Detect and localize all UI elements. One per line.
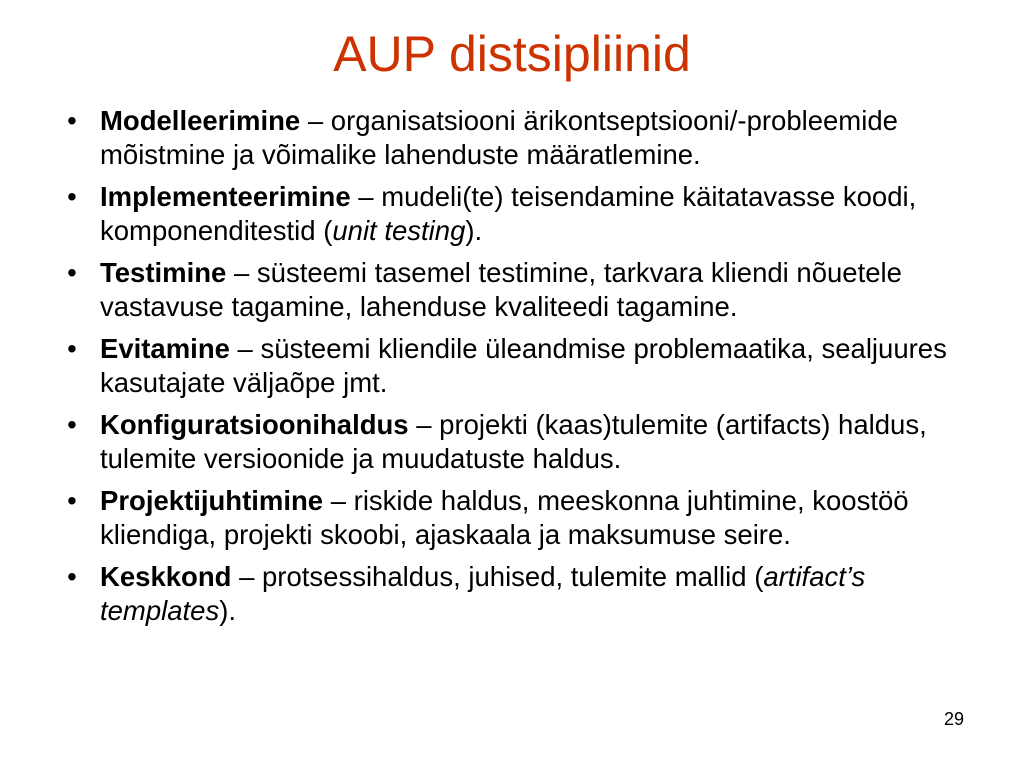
bullet-term: Modelleerimine	[100, 105, 301, 136]
bullet-item-modelleerimine	[58, 104, 968, 172]
bullet-item-keskkond	[58, 560, 968, 628]
bullet-text: – protsessihaldus, juhised, tulemite mallid (	[231, 561, 764, 592]
bullet-text: – organisatsiooni ärikontseptsiooni/-probleemide mõistmine ja võimalike lahenduste määratlemine.	[100, 105, 898, 170]
bullet-term: Evitamine	[100, 333, 230, 364]
bullet-term: Projektijuhtimine	[100, 485, 324, 516]
bullet-icon: •	[67, 333, 77, 364]
slide-title: AUP distsipliinid	[333, 26, 691, 82]
bullet-text-after: ).	[465, 215, 483, 246]
bullet-item-implementeerimine	[58, 180, 968, 248]
page-number: 29	[943, 709, 964, 729]
bullet-term: Konfiguratsioonihaldus	[100, 409, 409, 440]
bullet-text: – süsteemi kliendile üleandmise problemaatika, sealjuures kasutajate väljaõpe jmt.	[100, 333, 947, 398]
bullet-item-evitamine	[58, 332, 968, 400]
bullet-item-testimine	[58, 256, 968, 324]
bullet-icon: •	[67, 257, 77, 288]
bullet-text: – projekti (kaas)tulemite (artifacts) haldus, tulemite versioonide ja muudatuste haldus.	[100, 409, 927, 474]
bullet-icon: •	[67, 409, 77, 440]
bullet-text-after: ).	[219, 595, 237, 626]
bullet-item-projektijuhtimine	[58, 484, 968, 552]
bullet-term: Implementeerimine	[100, 181, 351, 212]
bullet-emphasis: unit testing	[332, 215, 466, 246]
bullet-text: – süsteemi tasemel testimine, tarkvara kliendi nõuetele vastavuse tagamine, lahenduse kvaliteedi tagamine.	[100, 257, 902, 322]
bullet-term: Testimine	[100, 257, 227, 288]
bullet-icon: •	[67, 181, 77, 212]
bullet-text: – mudeli(te) teisendamine käitatavasse koodi, komponenditestid (	[100, 181, 917, 246]
bullet-icon: •	[67, 561, 77, 592]
bullet-item-konfiguratsioonihaldus	[58, 408, 968, 476]
bullet-icon: •	[67, 105, 77, 136]
bullet-icon: •	[67, 485, 77, 516]
bullet-term: Keskkond	[100, 561, 232, 592]
bullet-list	[58, 104, 968, 636]
bullet-text: – riskide haldus, meeskonna juhtimine, koostöö kliendiga, projekti skoobi, ajaskaala ja maksumuse seire.	[100, 485, 909, 550]
bullet-emphasis: artifact’s templates	[100, 561, 866, 626]
